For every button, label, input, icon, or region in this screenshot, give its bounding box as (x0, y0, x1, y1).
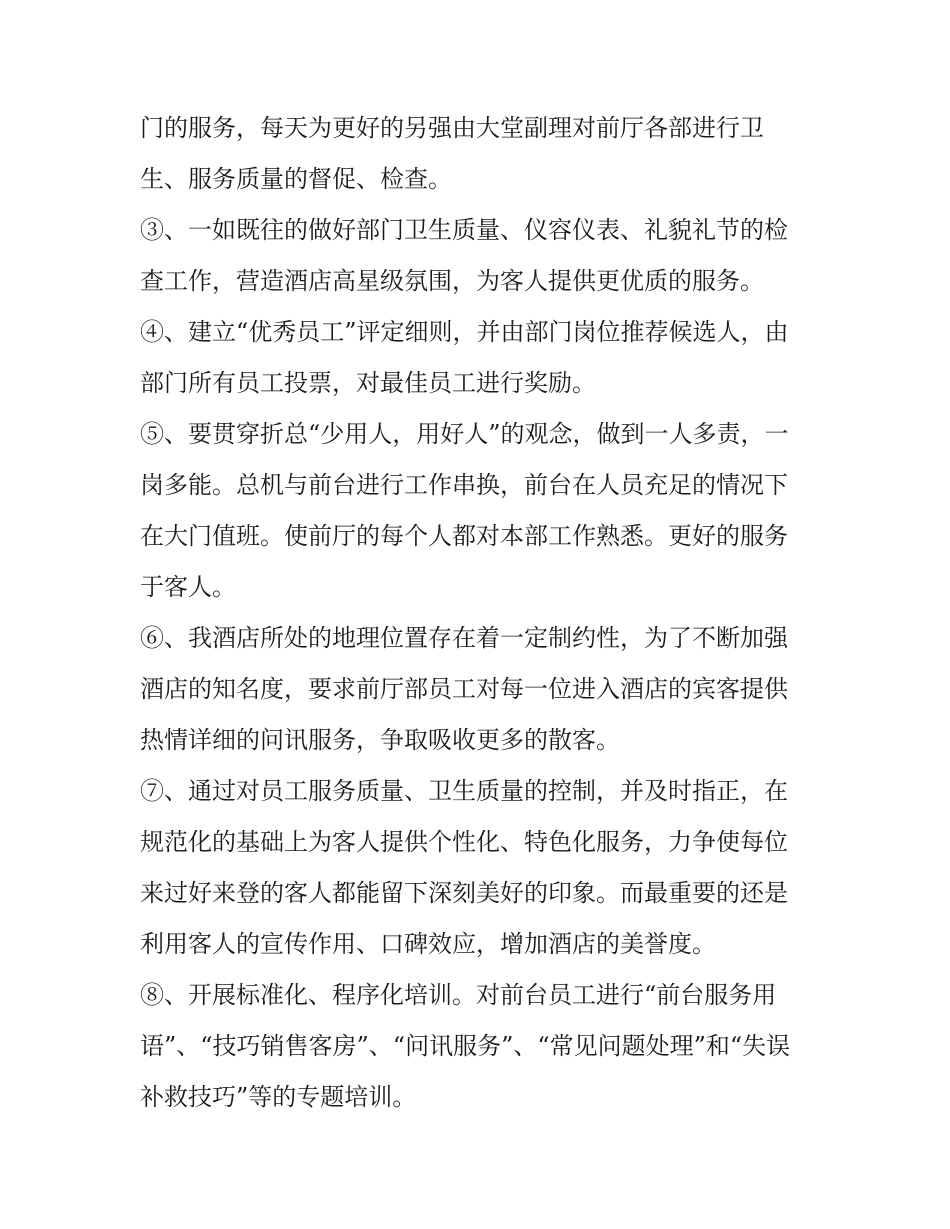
text-line: 查工作，营造酒店高星级氛围，为客人提供更优质的服务。 (140, 267, 764, 295)
text-line: ⑤、要贯穿折总“少用人，用好人”的观念，做到一人多责，一 (140, 420, 789, 448)
text-line: ⑥、我酒店所处的地理位置存在着一定制约性，为了不断加强 (140, 624, 788, 652)
text-line: 在大门值班。使前厅的每个人都对本部工作熟悉。更好的服务 (140, 522, 788, 550)
text-line: 部门所有员工投票，对最佳员工进行奖励。 (140, 369, 596, 397)
text-line: 岗多能。总机与前台进行工作串换，前台在人员充足的情况下 (140, 471, 788, 499)
text-line: ③、一如既往的做好部门卫生质量、仪容仪表、礼貌礼节的检 (140, 216, 788, 244)
text-line: ④、建立“优秀员工”评定细则，并由部门岗位推荐候选人，由 (140, 318, 789, 346)
text-line: 利用客人的宣传作用、口碑效应，增加酒店的美誉度。 (140, 930, 716, 958)
text-line: 于客人。 (140, 573, 236, 601)
text-line: 规范化的基础上为客人提供个性化、特色化服务，力争使每位 (140, 828, 788, 856)
text-line: 门的服务，每天为更好的另强由大堂副理对前厅各部进行卫 (140, 114, 764, 142)
text-line: 酒店的知名度，要求前厅部员工对每一位进入酒店的宾客提供 (140, 675, 788, 703)
text-line: 补救技巧”等的专题培训。 (140, 1083, 417, 1111)
text-line: 热情详细的问讯服务，争取吸收更多的散客。 (140, 726, 620, 754)
document-body (140, 103, 820, 1123)
text-line: ⑦、通过对员工服务质量、卫生质量的控制，并及时指正，在 (140, 777, 788, 805)
text-line: ⑧、开展标准化、程序化培训。对前台员工进行“前台服务用 (140, 981, 777, 1009)
text-line: 来过好来登的客人都能留下深刻美好的印象。而最重要的还是 (140, 879, 788, 907)
text-line: 语”、“技巧销售客房”、“问讯服务”、“常见问题处理”和“失误 (140, 1032, 791, 1060)
text-line: 生、服务质量的督促、检查。 (140, 165, 452, 193)
